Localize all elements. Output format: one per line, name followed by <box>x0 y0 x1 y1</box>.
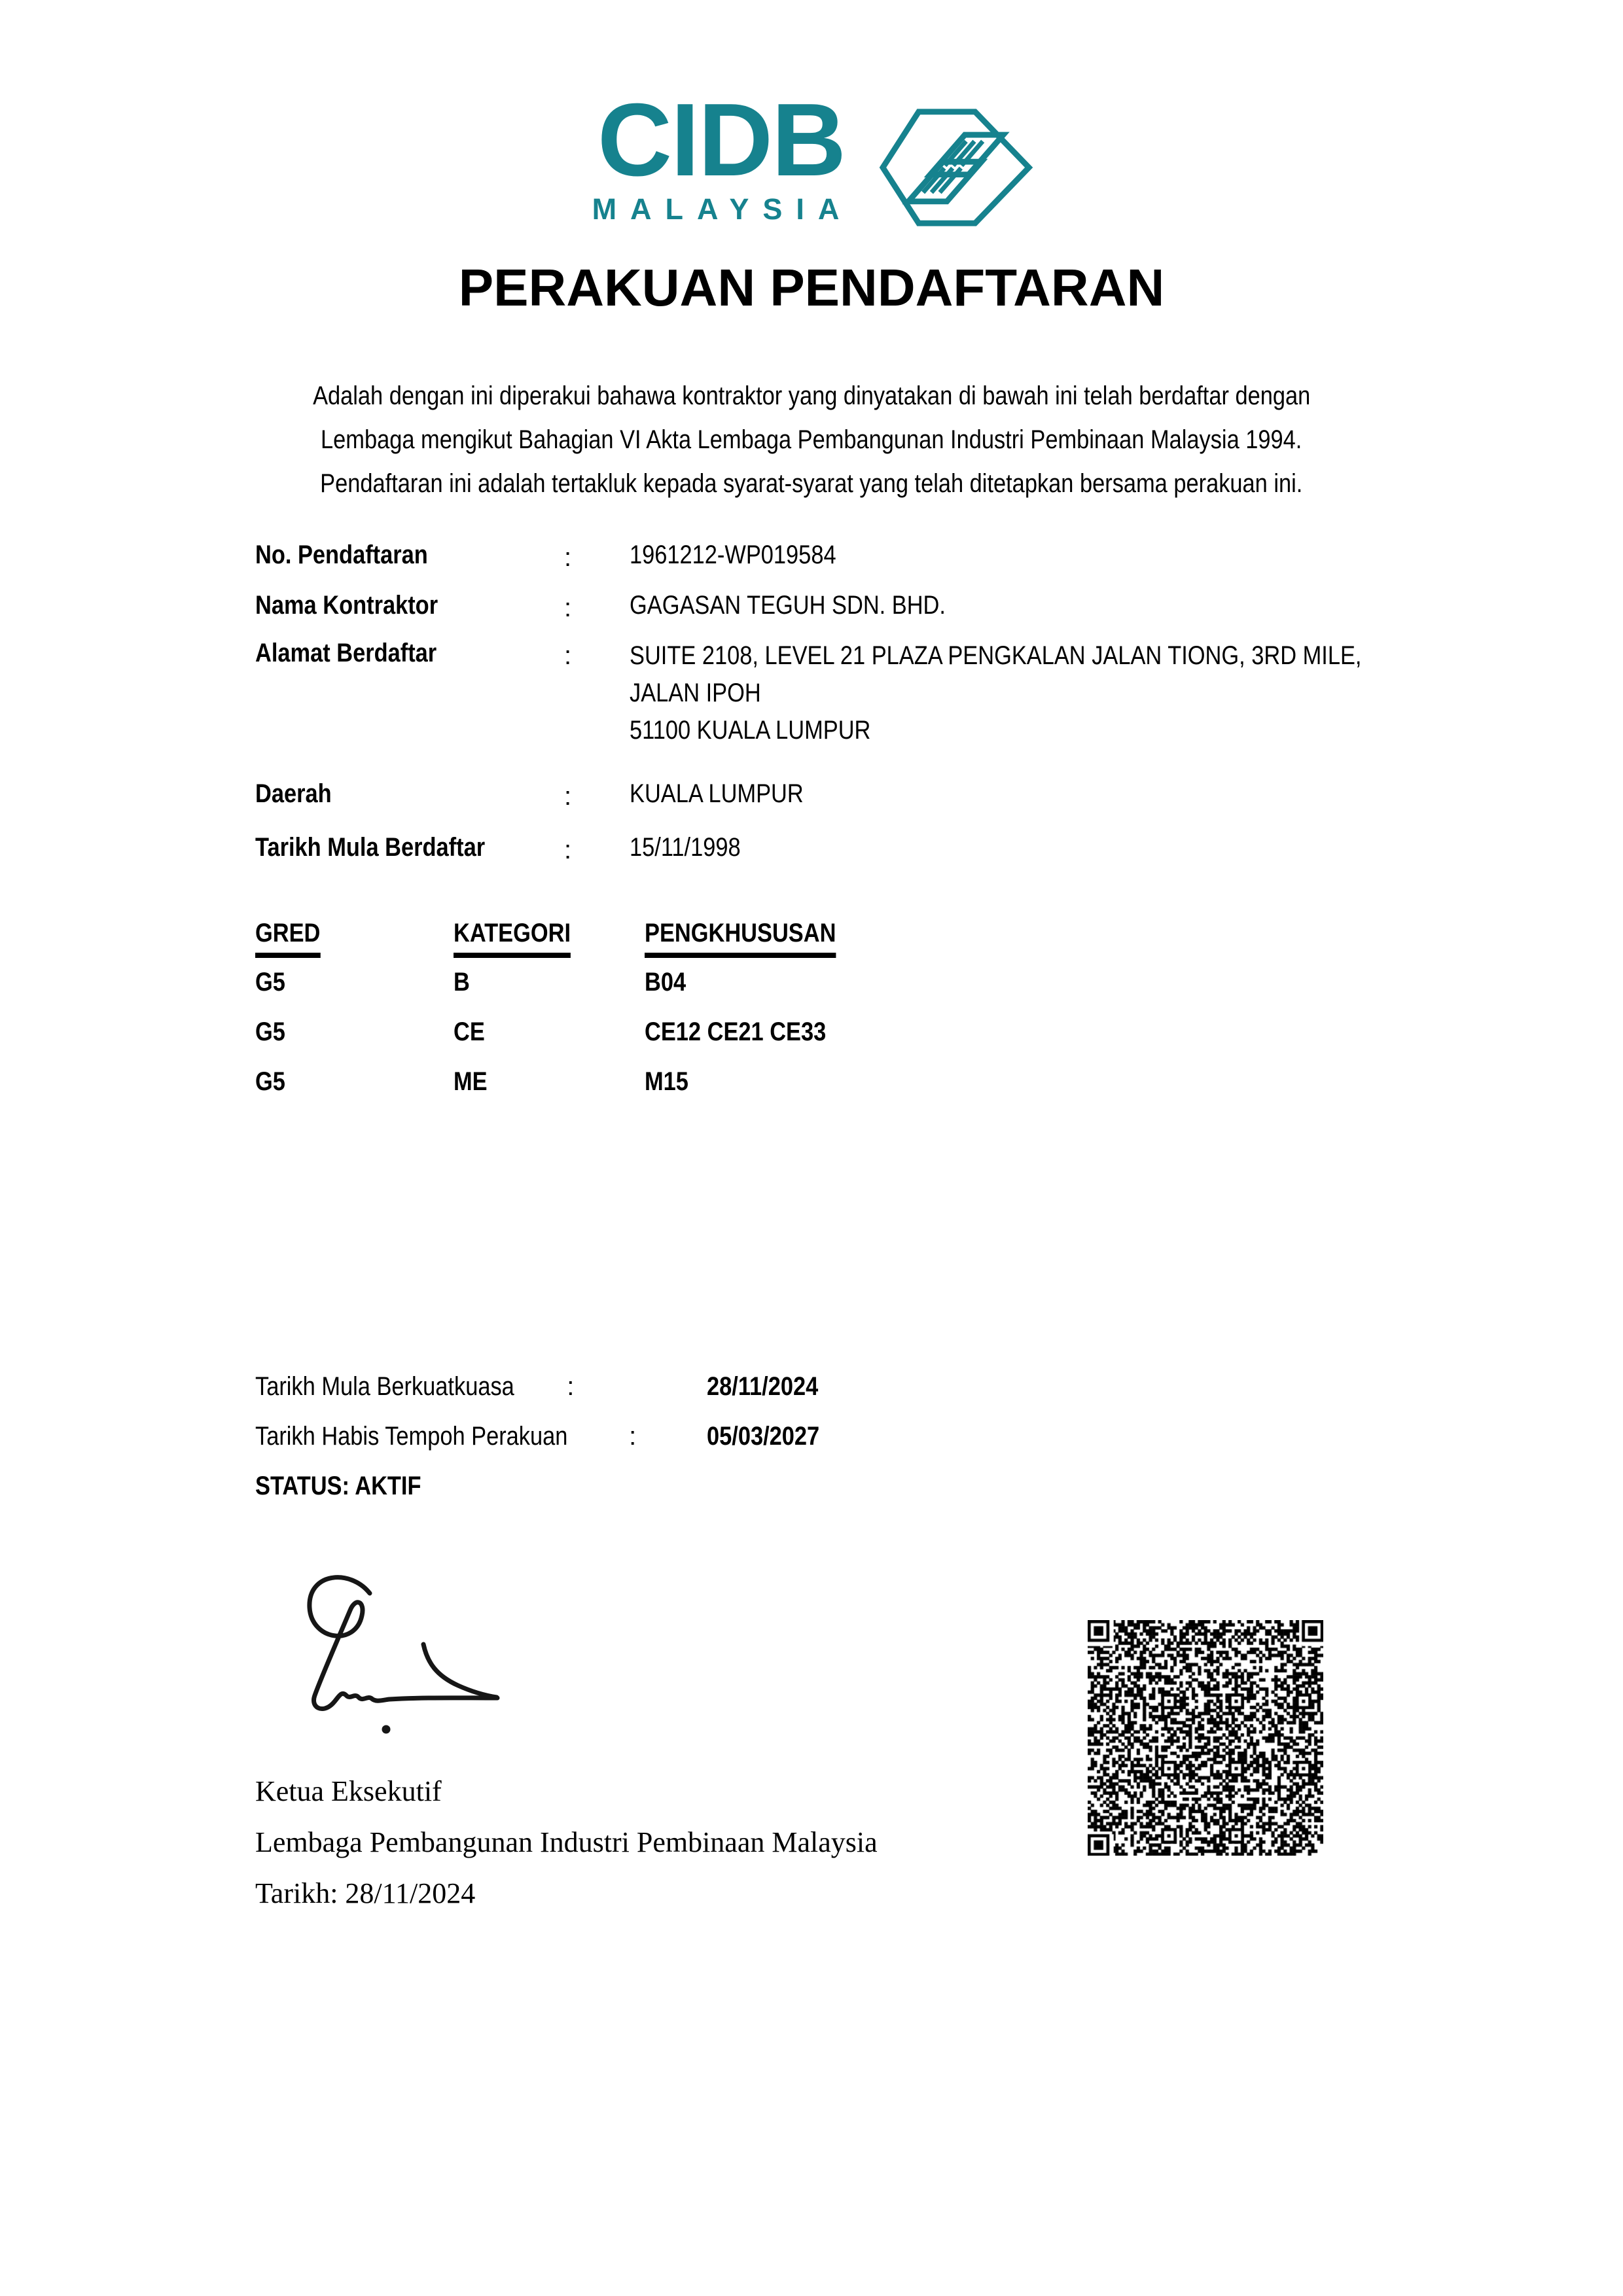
colon: : <box>564 543 572 572</box>
qr-code <box>1088 1620 1323 1856</box>
cidb-country-text: MALAYSIA <box>592 192 853 226</box>
intro-line-3: Pendaftaran ini adalah tertakluk kepada syarat-syarat yang telah ditetapkan bersama perakuan ini. <box>320 469 1303 498</box>
validity-value: 05/03/2027 <box>707 1422 820 1451</box>
colon: : <box>564 641 572 670</box>
cidb-logo <box>590 82 1034 228</box>
signoff-date: Tarikh: 28/11/2024 <box>255 1877 476 1909</box>
detail-row-registered-address <box>255 637 1362 745</box>
cidb-brand-text: CIDB <box>597 82 846 198</box>
document-title: PERAKUAN PENDAFTARAN <box>458 258 1165 317</box>
address-line: JALAN IPOH <box>630 679 761 707</box>
detail-row-first-registered-date <box>255 832 741 864</box>
validity-value: 28/11/2024 <box>707 1372 819 1401</box>
detail-value: 15/11/1998 <box>630 833 741 862</box>
colon: : <box>567 1372 575 1401</box>
detail-label: Daerah <box>255 779 332 808</box>
colon: : <box>564 593 572 622</box>
header-gred: GRED <box>255 919 320 958</box>
cell-pengkhususan: B04 <box>645 968 687 997</box>
cidb-hexagon-icon <box>878 107 1033 228</box>
detail-row-registration-no <box>255 539 836 572</box>
cell-pengkhususan: CE12 CE21 CE33 <box>645 1017 827 1046</box>
signature-dot <box>382 1725 391 1734</box>
cidb-wordmark <box>590 82 853 226</box>
cell-pengkhususan: M15 <box>645 1067 688 1096</box>
validity-label: Tarikh Habis Tempoh Perakuan <box>255 1422 568 1451</box>
colon: : <box>564 782 572 811</box>
header-kategori: KATEGORI <box>454 919 571 958</box>
header-pengkhususan: PENGKHUSUSAN <box>645 919 836 958</box>
signatory-title: Ketua Eksekutif <box>255 1775 442 1807</box>
colon: : <box>564 836 572 864</box>
address-line: 51100 KUALA LUMPUR <box>630 716 871 745</box>
cell-kategori: CE <box>454 1017 485 1046</box>
cell-kategori: ME <box>454 1067 488 1096</box>
detail-label: Nama Kontraktor <box>255 591 438 620</box>
intro-line-2: Lembaga mengikut Bahagian VI Akta Lembaga Pembangunan Industri Pembinaan Malaysia 1994. <box>321 425 1302 454</box>
detail-label: Alamat Berdaftar <box>255 639 437 667</box>
cell-gred: G5 <box>255 1017 285 1046</box>
detail-label: No. Pendaftaran <box>255 540 428 569</box>
detail-row-contractor-name <box>255 590 946 622</box>
signatory-organization: Lembaga Pembangunan Industri Pembinaan Malaysia <box>255 1826 878 1858</box>
intro-paragraph <box>0 374 1623 506</box>
intro-line-1: Adalah dengan ini diperakui bahawa kontraktor yang dinyatakan di bawah ini telah berdaftar dengan <box>312 381 1311 410</box>
signature-image <box>272 1567 533 1750</box>
address-line: SUITE 2108, LEVEL 21 PLAZA PENGKALAN JALAN TIONG, 3RD MILE, <box>630 641 1362 670</box>
validity-label: Tarikh Mula Berkuatkuasa <box>255 1372 514 1401</box>
detail-value: GAGASAN TEGUH SDN. BHD. <box>630 591 946 620</box>
cell-gred: G5 <box>255 1067 285 1096</box>
detail-label: Tarikh Mula Berdaftar <box>255 833 486 862</box>
cell-kategori: B <box>454 968 470 997</box>
validity-row-effective-date <box>255 1371 819 1402</box>
detail-value: 1961212-WP019584 <box>630 540 836 569</box>
detail-value: KUALA LUMPUR <box>630 779 804 808</box>
cell-gred: G5 <box>255 968 285 997</box>
colon: : <box>629 1422 637 1451</box>
validity-row-expiry-date <box>255 1421 820 1452</box>
status-line: STATUS: AKTIF <box>255 1472 421 1500</box>
detail-row-district <box>255 778 804 811</box>
